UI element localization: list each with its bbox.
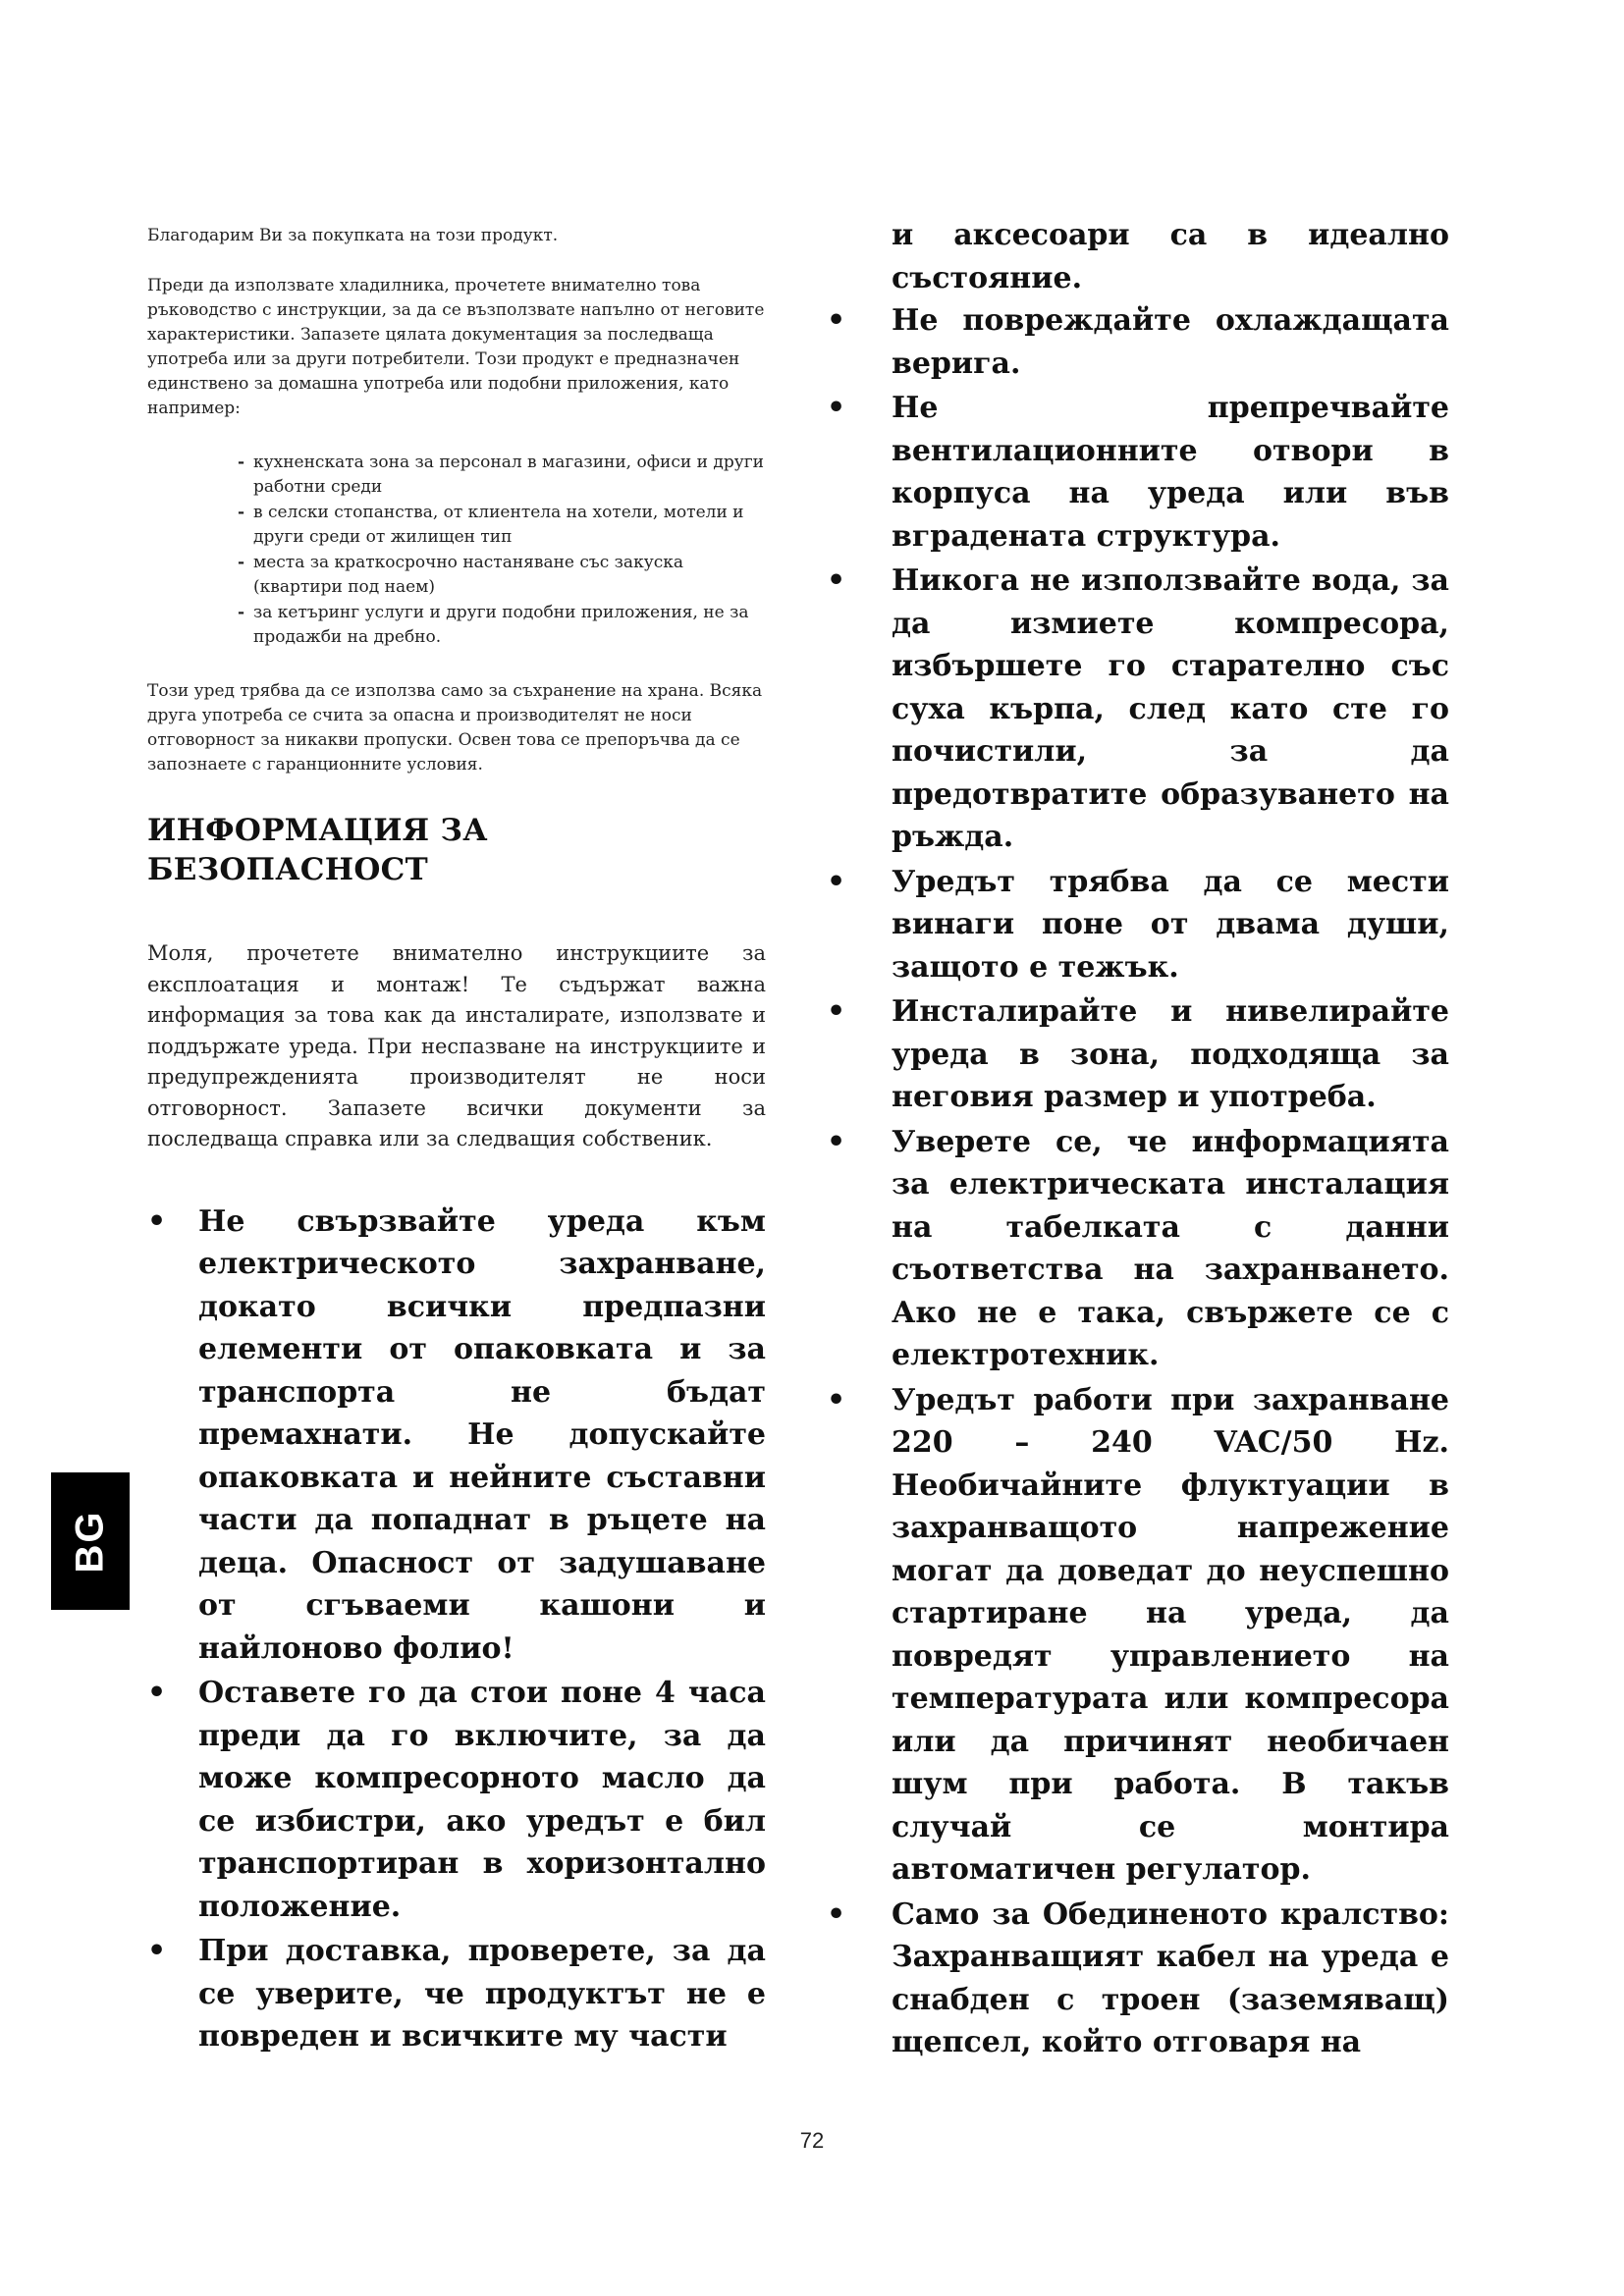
- safety-bullet: [827, 1894, 1449, 2064]
- safety-bullets-left: [147, 1201, 766, 2058]
- safety-heading: ИНФОРМАЦИЯ ЗА БЕЗОПАСНОСТ: [147, 813, 488, 887]
- safety-bullet-text: Само за Обединеното кралство: Захранващият кабел на уреда е снабден с троен (заземяващ) щепсел, който отговаря на: [892, 1896, 1449, 2059]
- safety-bullet: [827, 299, 1449, 385]
- thanks-text: Благодарим Ви за покупката на този продукт.: [147, 226, 559, 245]
- safety-bullet: [827, 1121, 1449, 1377]
- language-tab-label: BG: [68, 1510, 112, 1573]
- safety-bullet-text: Не препречвайте вентилационните отвори в корпуса на уреда или във вградената структура.: [892, 391, 1449, 554]
- safety-bullet: [827, 861, 1449, 989]
- bullet-icon: •: [827, 864, 846, 899]
- safety-bullet-text: Оставете го да стои поне 4 часа преди да го включите, за да може компресорното масло да се избистри, ако уредът е бил транспортиран в хоризонтално положение.: [198, 1676, 766, 1924]
- bullet-icon: •: [827, 563, 846, 598]
- bullet-icon: •: [827, 391, 846, 425]
- safety-bullet-text: При доставка, проверете, за да се уверите, че продуктът не е повреден и всичките му части: [198, 1934, 766, 2054]
- application-item: - кухненската зона за персонал в магазини, офиси и други работни среди: [238, 451, 768, 500]
- application-item: - за кетъринг услуги и други подобни приложения, не за продажби на дребно.: [238, 601, 768, 650]
- safety-bullet: [827, 1379, 1449, 1892]
- application-item: - места за краткосрочно настаняване със закуска (квартири под наем): [238, 551, 768, 600]
- safety-bullet-text: Уредът трябва да се мести винаги поне от двама души, защото е тежък.: [892, 864, 1449, 985]
- bullet-icon: •: [827, 303, 846, 338]
- safety-bullets-right: [827, 299, 1449, 2064]
- safety-bullet: [147, 1201, 766, 1671]
- language-tab: [51, 1472, 130, 1610]
- usage-note-text: Този уред трябва да се използва само за съхранение на храна. Всяка друга употреба се счита за опасна и производителят не носи отговорност за никакви пропуски. Освен това се препоръчва да се запознаете с гаранционните условия.: [147, 681, 763, 774]
- safety-paragraph: Моля, прочетете внимателно инструкциите за експлоатация и монтаж! Те съдържат важна информация за това как да инсталирате, използвате и поддържате уреда. При неспазване на инструкциите и предупрежденията производителят не носи отговорност. Запазете всички документи за последваща справка или за следващия собственик.: [147, 941, 766, 1150]
- safety-bullet: [827, 990, 1449, 1119]
- bullet-icon: •: [827, 1382, 846, 1417]
- safety-bullet-text: Уредът работи при захранване 220 – 240 VAC/50 Hz. Необичайните флуктуации в захранващото напрежение могат да доведат до неуспешно стартиране на уреда, да повредят управлението на температурата или компресора или да причинят необичаен шум при работа. В такъв случай се монтира автоматичен регулатор.: [892, 1382, 1449, 1887]
- safety-bullet-text: Инсталирайте и нивелирайте уреда в зона, подходяща за неговия размер и употреба.: [892, 994, 1449, 1114]
- bullet-icon: •: [147, 1203, 167, 1239]
- safety-bullet-text: Не свързвайте уреда към електрическото захранване, докато всички предпазни елементи от опаковката и за транспорта не бъдат премахнати. Не допускайте опаковката и нейните съставни части да попаднат в ръцете на деца. Опасност от задушаване от сгъваеми кашони и найлоново фолио!: [198, 1203, 766, 1666]
- bullet-icon: •: [147, 1934, 167, 1968]
- safety-bullet-text: Уверете се, че информацията за електрическата инсталация на табелката с данни съответства на захранването. Ако не е така, свържете се с електротехник.: [892, 1124, 1449, 1372]
- bullet-icon: •: [147, 1676, 167, 1710]
- bullet-continuation: и аксесоари са в идеално състояние.: [892, 218, 1449, 295]
- application-item: - в селски стопанства, от клиентела на хотели, мотели и други среди от жилищен тип: [238, 501, 768, 550]
- applications-list: [147, 451, 768, 650]
- bullet-icon: •: [827, 1896, 846, 1932]
- bullet-icon: •: [827, 1124, 846, 1159]
- before-use-text: Преди да използвате хладилника, прочетете внимателно това ръководство с инструкции, за да се възползвате напълно от неговите характеристики. Запазете цялата документация за последваща употреба или за други потребители. Този продукт е предназначен единствено за домашна употреба или подобни приложения, като например:: [147, 276, 765, 418]
- safety-bullet-text: Никога не използвайте вода, за да измиете компресора, избършете го старателно със суха кърпа, след като сте го почистили, за да предотвратите образуването на ръжда.: [892, 563, 1449, 854]
- right-column: [827, 214, 1449, 2064]
- page-number: 72: [799, 2128, 825, 2153]
- safety-bullet: [147, 1672, 766, 1928]
- safety-bullet: [827, 387, 1449, 558]
- safety-bullet: [827, 560, 1449, 859]
- safety-bullet: [147, 1930, 766, 2058]
- left-column: [147, 224, 766, 2058]
- bullet-icon: •: [827, 994, 846, 1029]
- safety-bullet-text: Не повреждайте охлаждащата верига.: [892, 303, 1449, 381]
